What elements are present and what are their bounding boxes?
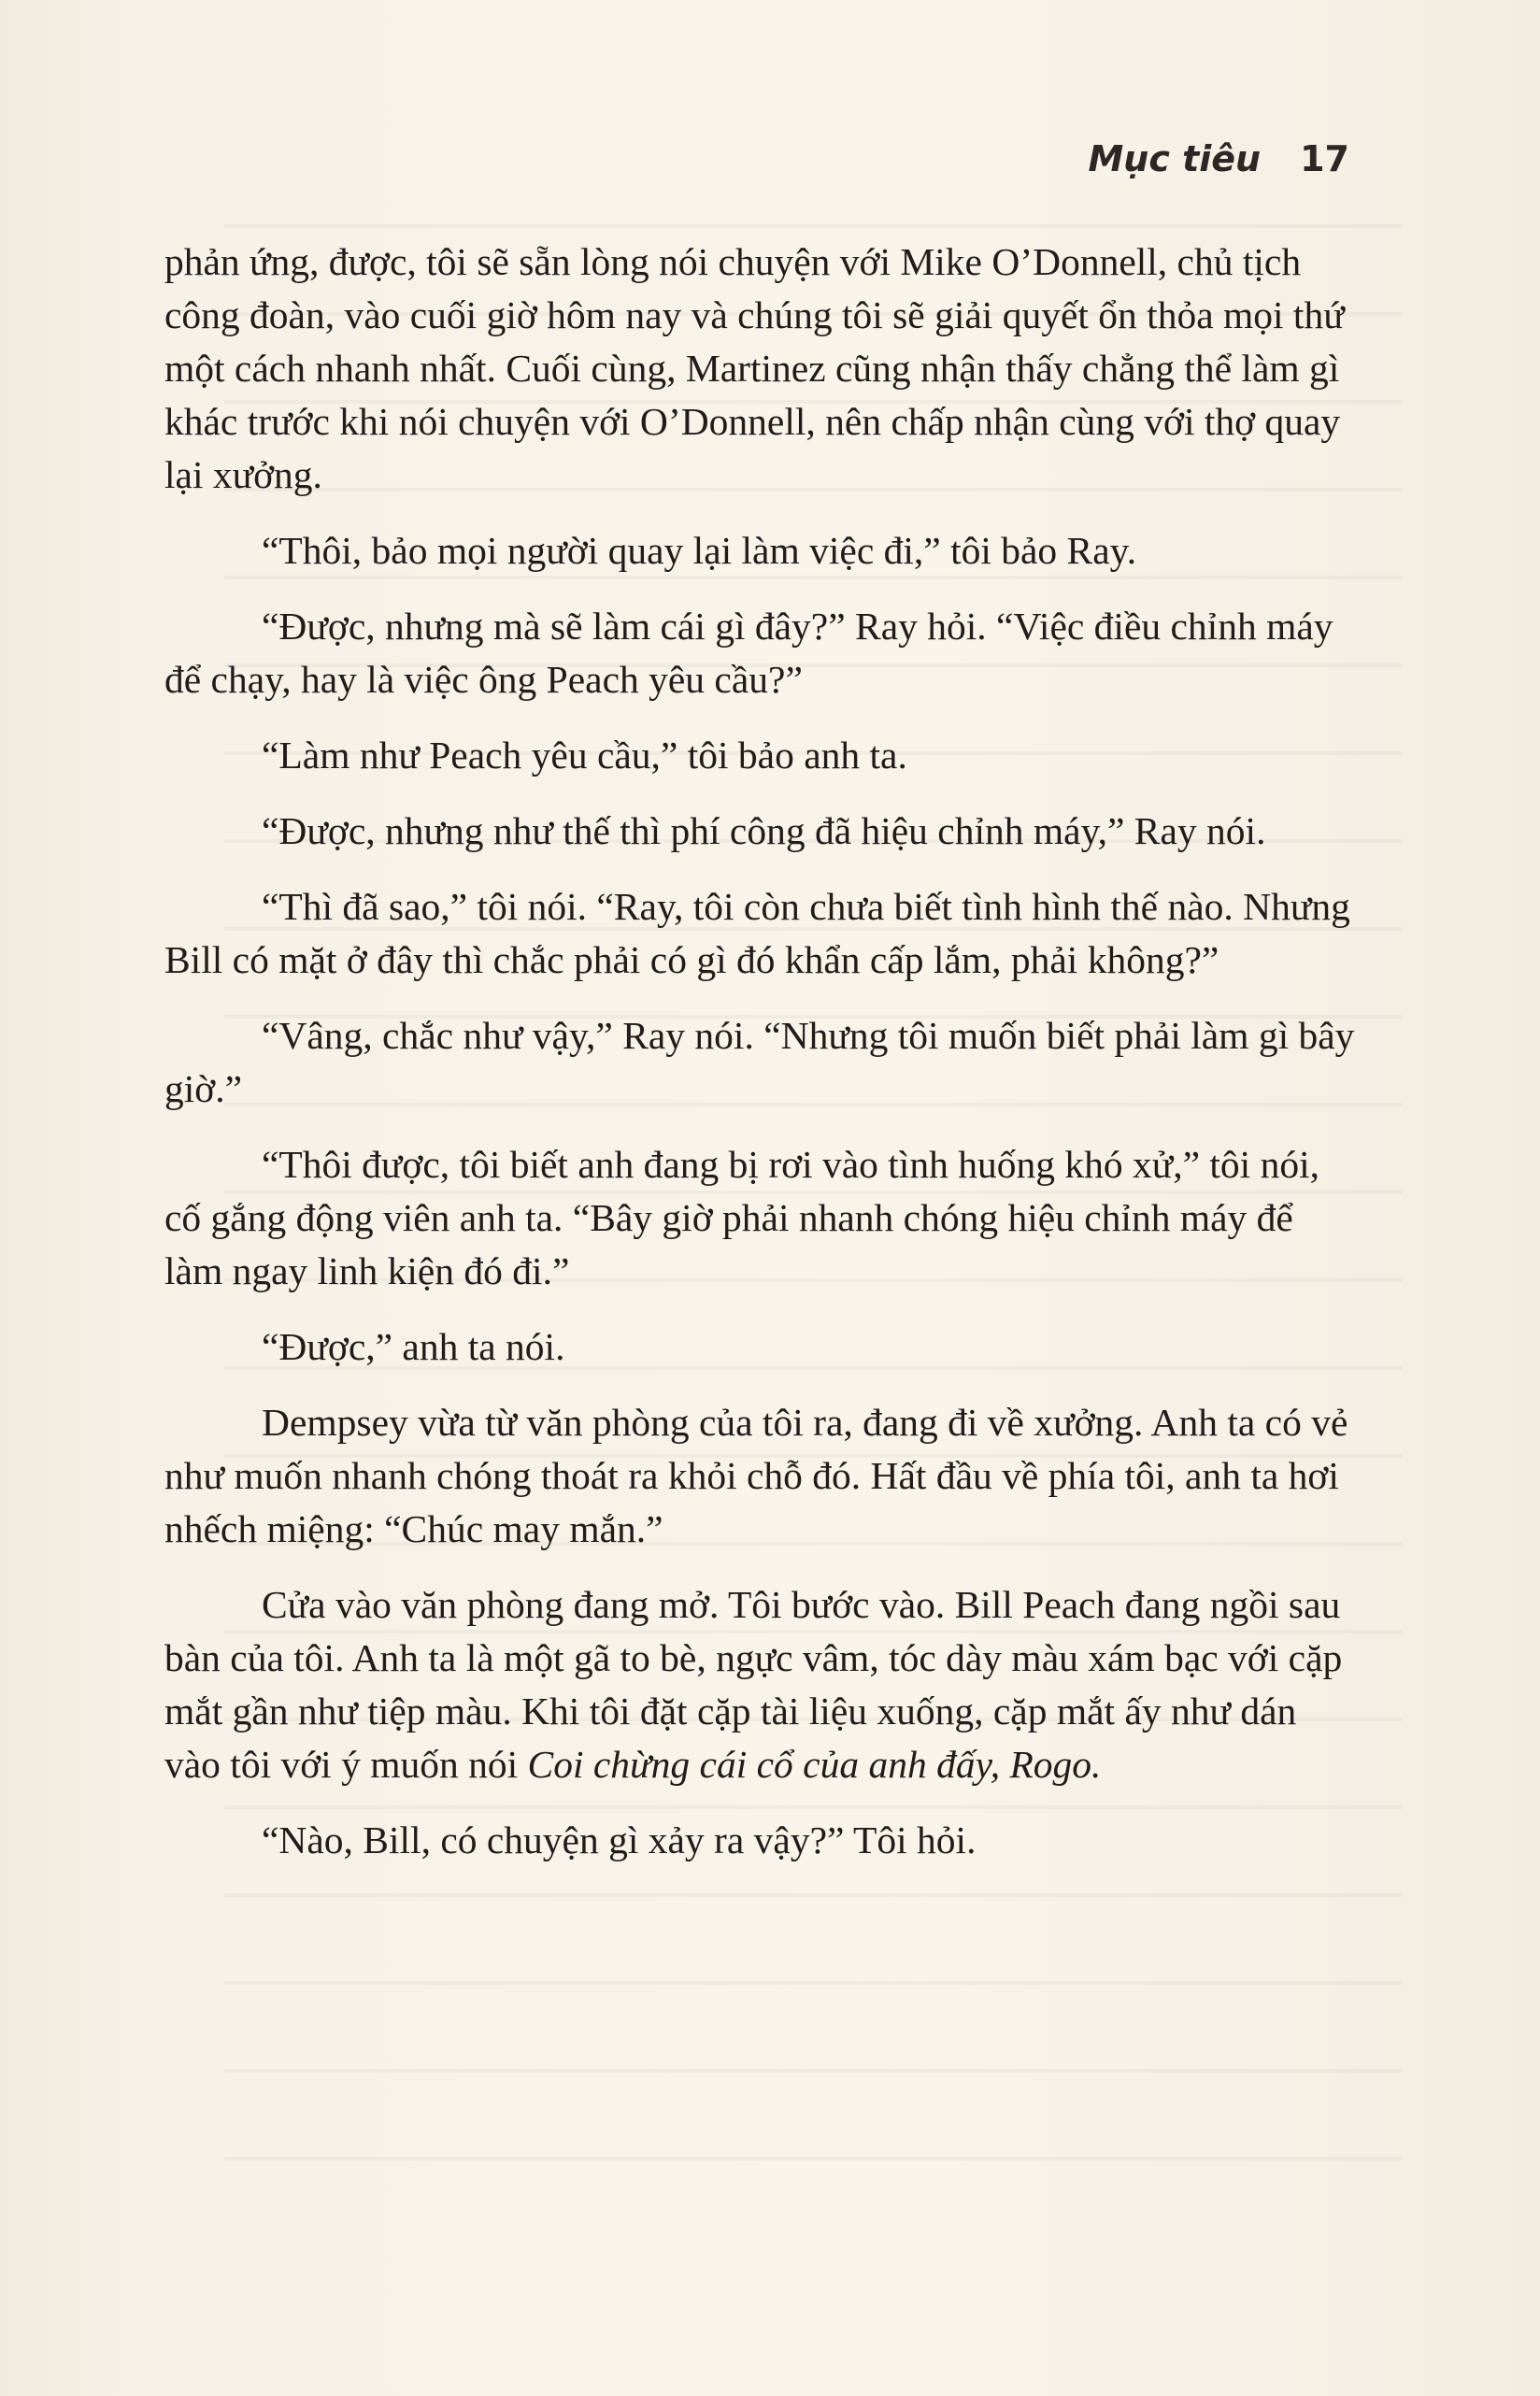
italic-thought: Coi chừng cái cổ của anh đấy, Rogo. [527,1743,1102,1786]
paragraph: “Được, nhưng mà sẽ làm cái gì đây?” Ray hỏi. “Việc điều chỉnh máy để chạy, hay là việc ông Peach yêu cầu?” [164,605,1333,701]
paragraph-text: Cửa vào văn phòng đang mở. Tôi bước vào. Bill Peach đang ngồi sau bàn của tôi. Anh ta là một gã to bè, ngực vâm, tóc dày màu xám bạc với cặp mắt gần như tiệp màu. Khi tôi đặt cặp tài liệu xuống, cặp mắt ấy như dán vào tôi với ý muốn nói [164,1583,1343,1786]
page-number: 17 [1300,138,1349,179]
paragraph: “Làm như Peach yêu cầu,” tôi bảo anh ta. [262,734,907,777]
paragraph: “Được,” anh ta nói. [262,1325,565,1368]
paragraph: “Thì đã sao,” tôi nói. “Ray, tôi còn chưa biết tình hình thế nào. Nhưng Bill có mặt ở đây thì chắc phải có gì đó khẩn cấp lắm, phải không?” [164,885,1350,981]
paragraph: “Nào, Bill, có chuyện gì xảy ra vậy?” Tôi hỏi. [262,1818,977,1861]
paragraph: “Thôi, bảo mọi người quay lại làm việc đi,” tôi bảo Ray. [262,529,1137,572]
paragraph: “Được, nhưng như thế thì phí công đã hiệu chỉnh máy,” Ray nói. [262,809,1266,852]
running-header [1088,138,1349,179]
paragraph: “Thôi được, tôi biết anh đang bị rơi vào tình huống khó xử,” tôi nói, cố gắng động viên anh ta. “Bây giờ phải nhanh chóng hiệu chỉnh máy để làm ngay linh kiện đó đi.” [164,1143,1319,1292]
paragraph: phản ứng, được, tôi sẽ sẵn lòng nói chuyện với Mike O’Donnell, chủ tịch công đoàn, vào cuối giờ hôm nay và chúng tôi sẽ giải quyết ổn thỏa mọi thứ một cách nhanh nhất. Cuối cùng, Martinez cũng nhận thấy chẳng thể làm gì khác trước khi nói chuyện với O’Donnell, nên chấp nhận cùng với thợ quay lại xưởng. [164,240,1345,496]
paragraph: “Vâng, chắc như vậy,” Ray nói. “Nhưng tôi muốn biết phải làm gì bây giờ.” [164,1014,1355,1110]
body-text [164,235,1361,1890]
paragraph [164,1578,1361,1791]
paragraph: Dempsey vừa từ văn phòng của tôi ra, đang đi về xưởng. Anh ta có vẻ như muốn nhanh chóng thoát ra khỏi chỗ đó. Hất đầu về phía tôi, anh ta hơi nhếch miệng: “Chúc may mắn.” [164,1401,1348,1550]
section-title: Mục tiêu [1088,138,1262,179]
